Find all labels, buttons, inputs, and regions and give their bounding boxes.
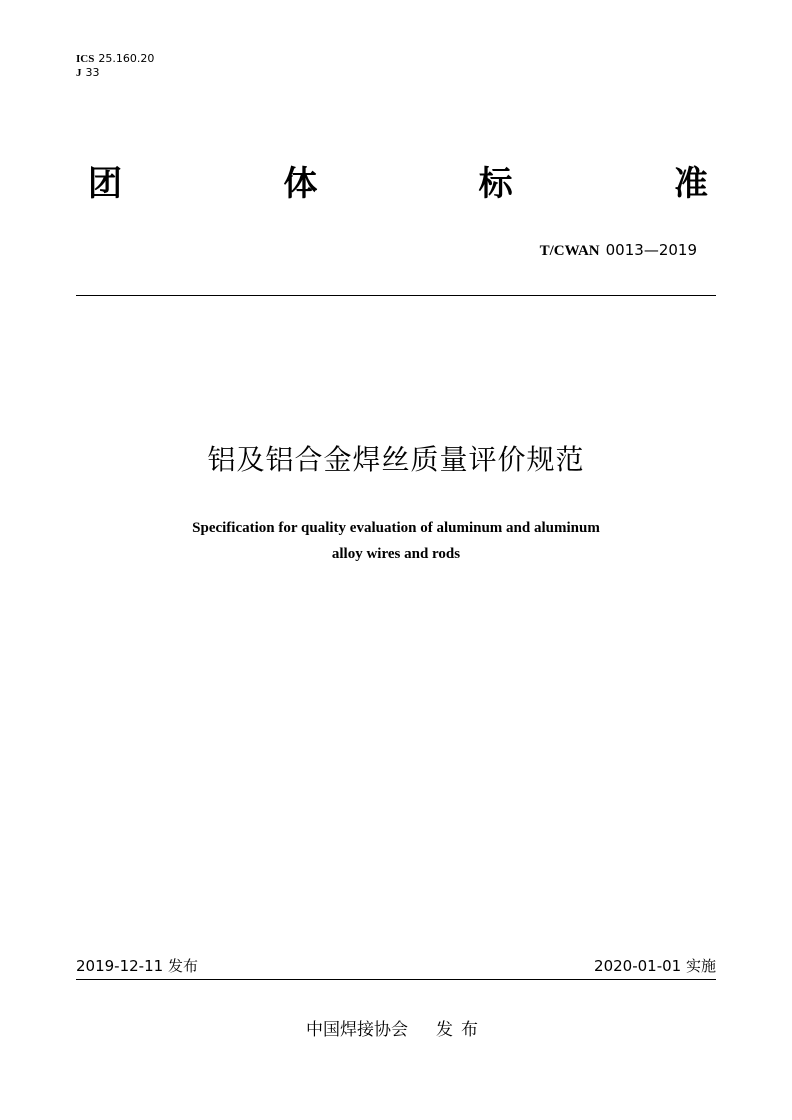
top-divider — [76, 295, 716, 296]
standard-code — [540, 240, 697, 261]
publish-date: 2019-12-11 发布 — [76, 957, 198, 975]
ics-value: 25.160.20 — [98, 52, 155, 65]
ics-line — [76, 52, 154, 66]
issuer-line — [0, 1018, 792, 1042]
issuer-action: 发布 — [436, 1020, 486, 1040]
english-title-line-1: Specification for quality evaluation of aluminum and aluminum — [192, 520, 600, 536]
ccs-value: 33 — [85, 66, 100, 79]
chinese-title: 铝及铝合金焊丝质量评价规范 — [207, 443, 585, 476]
standard-kind-heading — [88, 162, 708, 206]
issuer-organization: 中国焊接协会 — [306, 1020, 408, 1040]
ics-label: ICS — [76, 53, 95, 65]
standard-kind-char: 体 — [283, 164, 318, 204]
ccs-line — [76, 66, 154, 80]
bottom-divider — [76, 979, 716, 980]
classification-codes — [76, 52, 154, 80]
standard-kind-char: 标 — [478, 164, 513, 204]
implement-date: 2020-01-01 实施 — [594, 957, 716, 975]
english-title — [0, 515, 792, 567]
standard-code-prefix: T/CWAN — [539, 243, 600, 259]
standard-kind-char: 团 — [88, 164, 122, 204]
standard-code-number: 0013—2019 — [605, 241, 697, 259]
ccs-label: J — [76, 67, 82, 79]
english-title-line-2: alloy wires and rods — [331, 546, 461, 562]
standard-kind-char: 准 — [673, 164, 708, 204]
